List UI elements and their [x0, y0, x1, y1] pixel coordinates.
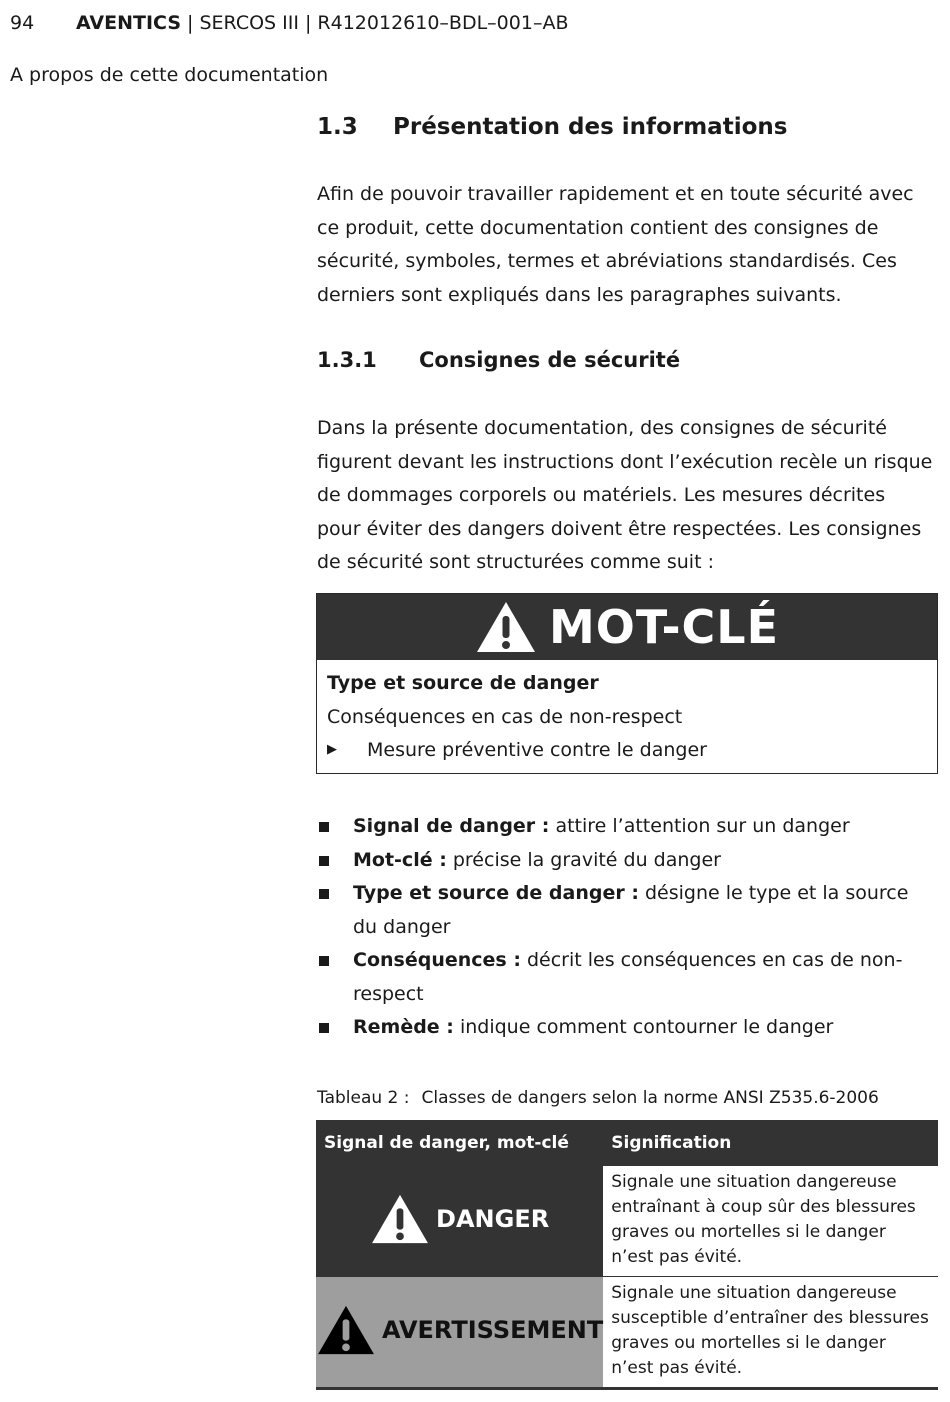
signal-word-danger: DANGER	[436, 1204, 550, 1233]
safety-notice-box	[316, 593, 938, 774]
square-bullet-icon	[319, 1023, 329, 1033]
subsection-heading	[317, 348, 680, 372]
warning-triangle-icon	[316, 1304, 376, 1356]
preventive-measure-line	[327, 739, 707, 761]
arrow-right-icon: ▶	[327, 742, 337, 757]
document-reference: | SERCOS III | R412012610–BDL–001–AB	[181, 12, 569, 34]
running-section-label: A propos de cette documentation	[10, 64, 329, 86]
consequence-line: Conséquences en cas de non-respect	[327, 706, 683, 728]
table-caption-label: Tableau 2 :	[317, 1088, 410, 1108]
table-caption	[317, 1088, 879, 1108]
section-intro-paragraph: Afin de pouvoir travailler rapidement et en toute sécurité avec ce produit, cette documentation contient des consignes de sécurité, symboles, termes et abréviations standardisés. Ces derniers sont expliqués dans les paragraphes suivants.	[317, 183, 914, 306]
table-row	[316, 1166, 938, 1277]
signal-word-warning: AVERTISSEMENT	[382, 1315, 604, 1344]
list-item-term: Signal de danger :	[353, 815, 550, 837]
list-item-term: Remède :	[353, 1016, 454, 1038]
signal-keyword: MOT-CLÉ	[548, 600, 780, 654]
meaning-cell: Signale une situation dangereuse susceptible d’entraîner des blessures graves ou mortelles si le danger n’est pas évité.	[603, 1277, 938, 1389]
list-item	[317, 810, 933, 844]
warning-triangle-icon	[370, 1193, 430, 1245]
list-item-text: attire l’attention sur un danger	[549, 815, 850, 837]
section-heading	[317, 114, 787, 140]
list-item-term: Type et source de danger :	[353, 882, 639, 904]
list-item	[317, 944, 933, 1011]
document-title	[76, 12, 568, 34]
subsection-number: 1.3.1	[317, 348, 377, 372]
definition-list	[317, 810, 933, 1045]
list-item-text: indique comment contourner le danger	[453, 1016, 834, 1038]
list-item-term: Conséquences :	[353, 949, 521, 971]
table-caption-text: Classes de dangers selon la norme ANSI Z535.6-2006	[421, 1088, 879, 1108]
list-item-text: désigne le type et la source du danger	[353, 882, 909, 938]
square-bullet-icon	[319, 889, 329, 899]
list-item-text: décrit les conséquences en cas de non-respect	[353, 949, 903, 1005]
square-bullet-icon	[319, 856, 329, 866]
warning-triangle-icon	[475, 600, 537, 654]
square-bullet-icon	[319, 822, 329, 832]
safety-notice-header	[317, 594, 937, 660]
column-header-signal: Signal de danger, mot-clé	[316, 1120, 603, 1166]
hazard-classes-table	[316, 1120, 938, 1390]
signal-cell-warning	[316, 1277, 603, 1389]
signal-cell-danger	[316, 1166, 603, 1277]
list-item	[317, 877, 933, 944]
table-row	[316, 1277, 938, 1389]
column-header-meaning: Signification	[603, 1120, 938, 1166]
list-item-text: précise la gravité du danger	[446, 848, 721, 871]
list-item-term: Mot-clé :	[353, 848, 447, 871]
subsection-paragraph: Dans la présente documentation, des consignes de sécurité figurent devant les instructions dont l’exécution recèle un risque de dommages corporels ou matériels. Les mesures décrites pour éviter des dangers doivent être respectées. Les consignes de sécurité sont structurées comme suit :	[317, 417, 933, 573]
preventive-measure-text: Mesure préventive contre le danger	[367, 739, 707, 761]
square-bullet-icon	[319, 956, 329, 966]
table-header-row	[316, 1120, 938, 1166]
subsection-title: Consignes de sécurité	[419, 348, 681, 372]
list-item	[317, 844, 933, 878]
hazard-type-line: Type et source de danger	[327, 672, 599, 694]
meaning-cell: Signale une situation dangereuse entraînant à coup sûr des blessures graves ou mortelles si le danger n’est pas évité.	[603, 1166, 938, 1277]
brand-name: AVENTICS	[76, 12, 182, 34]
page-number: 94	[10, 12, 35, 34]
list-item	[317, 1011, 933, 1045]
section-title: Présentation des informations	[393, 114, 788, 140]
section-number: 1.3	[317, 114, 358, 140]
